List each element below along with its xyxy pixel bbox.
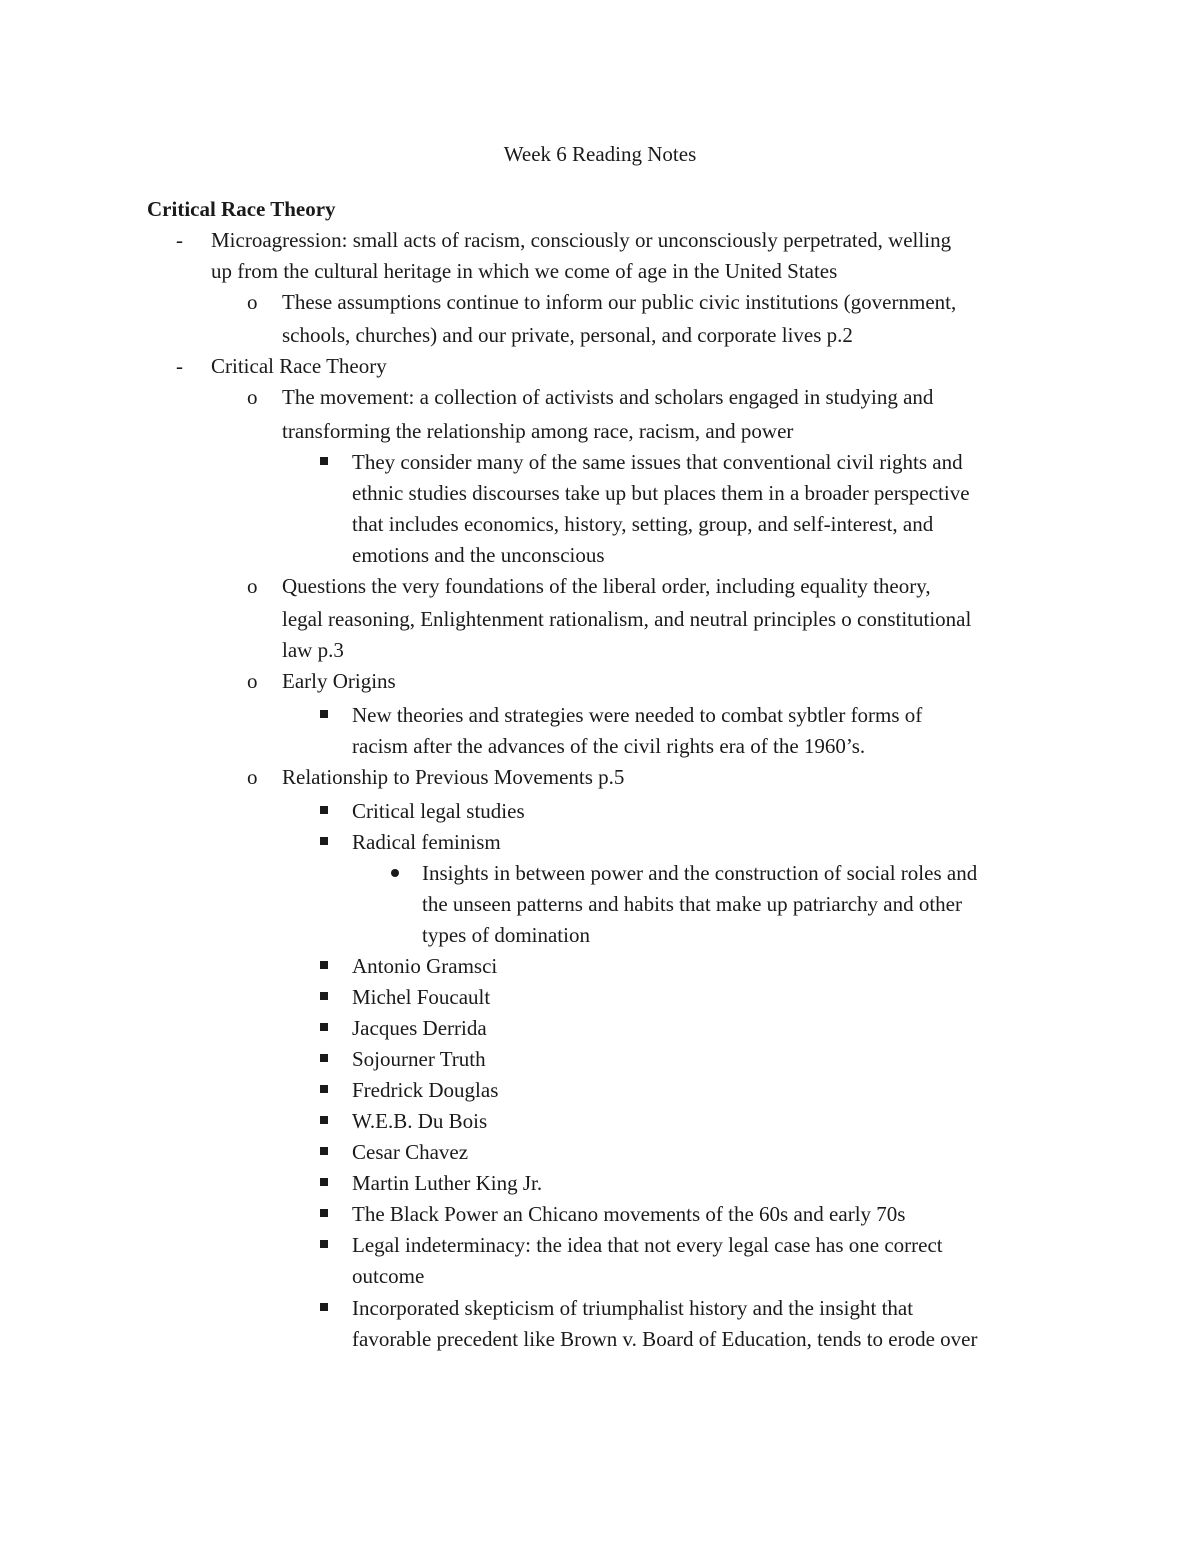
- list-item-text: They consider many of the same issues that conventional civil rights and: [352, 450, 963, 474]
- list-item-text: Martin Luther King Jr.: [352, 1171, 543, 1195]
- list-item-text: Critical legal studies: [352, 799, 525, 823]
- circle-marker: o: [247, 290, 258, 314]
- list-item-text: Michel Foucault: [352, 985, 491, 1009]
- square-bullet-icon: [320, 806, 328, 814]
- list-item-text: Critical Race Theory: [211, 354, 387, 378]
- dash-marker: -: [176, 354, 183, 378]
- list-item-text: The movement: a collection of activists and scholars engaged in studying and: [282, 385, 934, 409]
- list-item-text: Sojourner Truth: [352, 1047, 486, 1071]
- list-item-text: law p.3: [282, 638, 344, 662]
- list-item-text: Microagression: small acts of racism, consciously or unconsciously perpetrated, welling: [211, 228, 952, 252]
- round-bullet-icon: [391, 869, 399, 877]
- list-item-text: Jacques Derrida: [352, 1016, 487, 1040]
- square-bullet-icon: [320, 1303, 328, 1311]
- square-bullet-icon: [320, 710, 328, 718]
- list-item-text: transforming the relationship among race, racism, and power: [282, 419, 794, 443]
- square-bullet-icon: [320, 1023, 328, 1031]
- square-bullet-icon: [320, 1116, 328, 1124]
- list-item-text: Cesar Chavez: [352, 1140, 469, 1164]
- list-item-text: Incorporated skepticism of triumphalist history and the insight that: [352, 1296, 914, 1320]
- list-item-text: favorable precedent like Brown v. Board of Education, tends to erode over: [352, 1327, 978, 1351]
- list-item-text: ethnic studies discourses take up but places them in a broader perspective: [352, 481, 970, 505]
- circle-marker: o: [247, 669, 258, 693]
- circle-marker: o: [247, 765, 258, 789]
- list-item-text: schools, churches) and our private, personal, and corporate lives p.2: [282, 323, 853, 347]
- square-bullet-icon: [320, 992, 328, 1000]
- square-bullet-icon: [320, 1085, 328, 1093]
- list-item-text: Insights in between power and the construction of social roles and: [422, 861, 978, 885]
- square-bullet-icon: [320, 837, 328, 845]
- list-item-text: These assumptions continue to inform our public civic institutions (government,: [282, 290, 957, 314]
- list-item-text: types of domination: [422, 923, 590, 947]
- circle-marker: o: [247, 574, 258, 598]
- list-item-text: Fredrick Douglas: [352, 1078, 499, 1102]
- square-bullet-icon: [320, 1178, 328, 1186]
- square-bullet-icon: [320, 1054, 328, 1062]
- list-item-text: W.E.B. Du Bois: [352, 1109, 488, 1133]
- square-bullet-icon: [320, 457, 328, 465]
- list-item-text: outcome: [352, 1264, 425, 1288]
- list-item-text: Radical feminism: [352, 830, 501, 854]
- circle-marker: o: [247, 385, 258, 409]
- square-bullet-icon: [320, 1240, 328, 1248]
- list-item-text: New theories and strategies were needed to combat sybtler forms of: [352, 703, 923, 727]
- document-title: Week 6 Reading Notes: [503, 142, 697, 166]
- list-item-text: Legal indeterminacy: the idea that not every legal case has one correct: [352, 1233, 943, 1257]
- list-item-text: Questions the very foundations of the liberal order, including equality theory,: [282, 574, 931, 598]
- list-item-text: racism after the advances of the civil rights era of the 1960’s.: [352, 734, 866, 758]
- list-item-text: Antonio Gramsci: [352, 954, 498, 978]
- list-item-text: the unseen patterns and habits that make up patriarchy and other: [422, 892, 962, 916]
- list-item-text: The Black Power an Chicano movements of the 60s and early 70s: [352, 1202, 906, 1226]
- list-item-text: emotions and the unconscious: [352, 543, 605, 567]
- square-bullet-icon: [320, 1147, 328, 1155]
- dash-marker: -: [176, 228, 183, 252]
- list-item-text: that includes economics, history, setting, group, and self-interest, and: [352, 512, 934, 536]
- section-heading: Critical Race Theory: [147, 197, 336, 221]
- square-bullet-icon: [320, 961, 328, 969]
- list-item-text: Early Origins: [282, 669, 396, 693]
- square-bullet-icon: [320, 1209, 328, 1217]
- list-item-text: Relationship to Previous Movements p.5: [282, 765, 625, 789]
- list-item-text: up from the cultural heritage in which we come of age in the United States: [211, 259, 838, 283]
- list-item-text: legal reasoning, Enlightenment rationalism, and neutral principles o constitutional: [282, 607, 972, 631]
